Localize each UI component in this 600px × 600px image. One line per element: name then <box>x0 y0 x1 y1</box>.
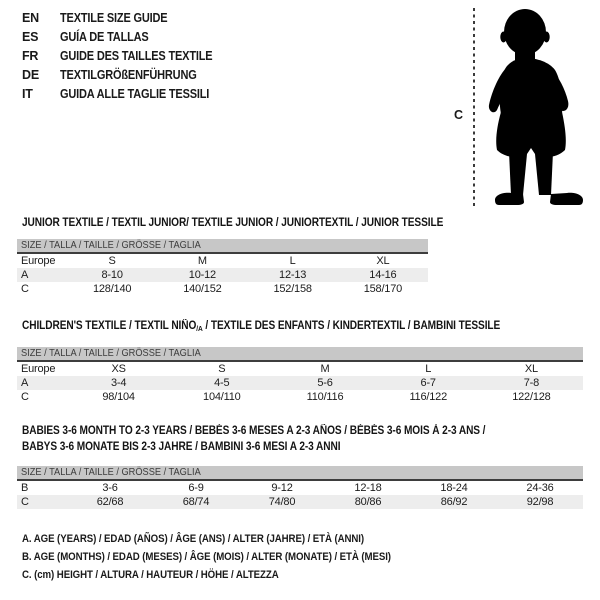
footnote-c <box>22 569 441 587</box>
size-col-header: M <box>197 255 207 267</box>
size-bar <box>17 239 428 254</box>
size-col-header: L <box>425 363 432 375</box>
table-cell: 122/128 <box>512 391 551 403</box>
row-label: Europe <box>21 255 56 267</box>
language-code: ES <box>22 29 39 44</box>
size-bar-label: SIZE / TALLA / TAILLE / GRÖSSE / TAGLIA <box>21 466 201 478</box>
babies-section-title <box>22 423 549 455</box>
language-title: TEXTILE SIZE GUIDE <box>60 10 168 25</box>
table-cell: 110/116 <box>306 391 344 403</box>
children-size-table <box>17 347 583 404</box>
size-col-header: XS <box>111 363 126 375</box>
table-row-age-months <box>17 481 583 495</box>
table-row-height <box>17 390 583 404</box>
table-row-age <box>17 268 428 282</box>
table-row-sizes <box>17 362 583 376</box>
size-col-header: S <box>218 363 226 375</box>
row-label: A <box>21 377 29 389</box>
language-title: TEXTILGRÖßENFÜHRUNG <box>60 67 197 82</box>
table-cell: 12-18 <box>354 482 382 494</box>
table-cell: 86/92 <box>440 496 468 508</box>
table-cell: 6-7 <box>420 377 436 389</box>
language-row-fr <box>22 46 233 65</box>
size-col-header: M <box>320 363 330 375</box>
height-measure-label: C <box>454 108 464 122</box>
footnote-a-text: A. AGE (YEARS) / EDAD (AÑOS) / ÂGE (ANS) / ALTER (JAHRE) / ETÀ (ANNI) <box>22 533 365 545</box>
footnote-b-text: B. AGE (MONTHS) / EDAD (MESES) / ÂGE (MOIS) / ALTER (MONATE) / ETÀ (MESI) <box>22 551 391 563</box>
table-row-sizes <box>17 254 428 268</box>
table-row-age <box>17 376 583 390</box>
babies-size-table <box>17 466 583 509</box>
size-bar-label: SIZE / TALLA / TAILLE / GRÖSSE / TAGLIA <box>21 239 201 251</box>
row-label: C <box>21 496 29 508</box>
table-cell: 9-12 <box>271 482 293 494</box>
footnote-a <box>22 533 441 551</box>
junior-size-table <box>17 239 428 296</box>
size-bar <box>17 466 583 481</box>
size-col-header: L <box>289 255 296 267</box>
title-part: CHILDREN'S TEXTILE / TEXTIL NIÑO <box>22 320 197 332</box>
junior-section-title <box>22 215 501 231</box>
table-cell: 98/104 <box>102 391 135 403</box>
height-measure-dashed-line <box>473 8 475 209</box>
table-cell: 14-16 <box>369 269 397 281</box>
language-title: GUIDA ALLE TAGLIE TESSILI <box>60 86 210 101</box>
babies-title-line1: BABIES 3-6 MONTH TO 2-3 YEARS / BEBÉS 3-6 MESES A 2-3 AÑOS / BÉBÉS 3-6 MOIS À 2-3 ANS / <box>22 425 486 437</box>
table-cell: 68/74 <box>182 496 210 508</box>
table-cell: 74/80 <box>268 496 296 508</box>
table-cell: 158/170 <box>363 283 403 295</box>
footnote-legend <box>22 533 441 587</box>
table-cell: 104/110 <box>203 391 241 403</box>
table-cell: 5-6 <box>317 377 333 389</box>
table-cell: 80/86 <box>354 496 382 508</box>
junior-section-title-text: JUNIOR TEXTILE / TEXTIL JUNIOR/ TEXTILE JUNIOR / JUNIORTEXTIL / JUNIOR TESSILE <box>22 217 444 229</box>
table-cell: 140/152 <box>183 283 222 295</box>
size-col-header: XL <box>376 255 390 267</box>
table-row-height <box>17 282 428 296</box>
language-title-list <box>22 8 233 103</box>
size-bar <box>17 347 583 362</box>
language-code: IT <box>22 86 33 101</box>
table-cell: 12-13 <box>279 269 307 281</box>
table-cell: 62/68 <box>96 496 124 508</box>
babies-title-line2: BABYS 3-6 MONATE BIS 2-3 JAHRE / BAMBINI 3-6 MESI A 2-3 ANNI <box>22 441 341 453</box>
children-section-title-text <box>22 318 500 335</box>
language-code: FR <box>22 48 39 63</box>
table-cell: 128/140 <box>92 283 132 295</box>
toddler-silhouette-image <box>487 5 591 209</box>
language-code: EN <box>22 10 39 25</box>
table-cell: 10-12 <box>188 269 216 281</box>
language-row-es <box>22 27 233 46</box>
size-col-header: XL <box>524 363 538 375</box>
table-cell: 116/122 <box>409 391 447 403</box>
table-cell: 8-10 <box>101 269 123 281</box>
footnote-c-text: C. (cm) HEIGHT / ALTURA / HAUTEUR / HÖHE / ALTEZZA <box>22 569 279 581</box>
row-label: B <box>21 482 29 494</box>
row-label: C <box>21 391 29 403</box>
language-row-de <box>22 65 233 84</box>
table-row-height <box>17 495 583 509</box>
table-cell: 18-24 <box>440 482 468 494</box>
table-cell: 92/98 <box>526 496 554 508</box>
size-bar-label: SIZE / TALLA / TAILLE / GRÖSSE / TAGLIA <box>21 347 201 359</box>
table-cell: 4-5 <box>214 377 230 389</box>
row-label: A <box>21 269 29 281</box>
language-row-en <box>22 8 233 27</box>
row-label: Europe <box>21 363 56 375</box>
table-cell: 3-6 <box>102 482 118 494</box>
table-cell: 152/158 <box>273 283 312 295</box>
footnote-b <box>22 551 441 569</box>
title-part: / TEXTILE DES ENFANTS / KINDERTEXTIL / BAMBINI TESSILE <box>202 320 501 332</box>
table-cell: 6-9 <box>188 482 204 494</box>
table-cell: 3-4 <box>110 377 127 389</box>
language-row-it <box>22 84 233 103</box>
table-cell: 24-36 <box>526 482 554 494</box>
language-title: GUÍA DE TALLAS <box>60 29 149 44</box>
children-section-title <box>22 318 565 335</box>
table-cell: 7-8 <box>523 377 540 389</box>
size-col-header: S <box>108 255 116 267</box>
language-code: DE <box>22 67 39 82</box>
title-subscript: /A <box>196 324 203 333</box>
language-title: GUIDE DES TAILLES TEXTILE <box>60 48 213 63</box>
row-label: C <box>21 283 29 295</box>
